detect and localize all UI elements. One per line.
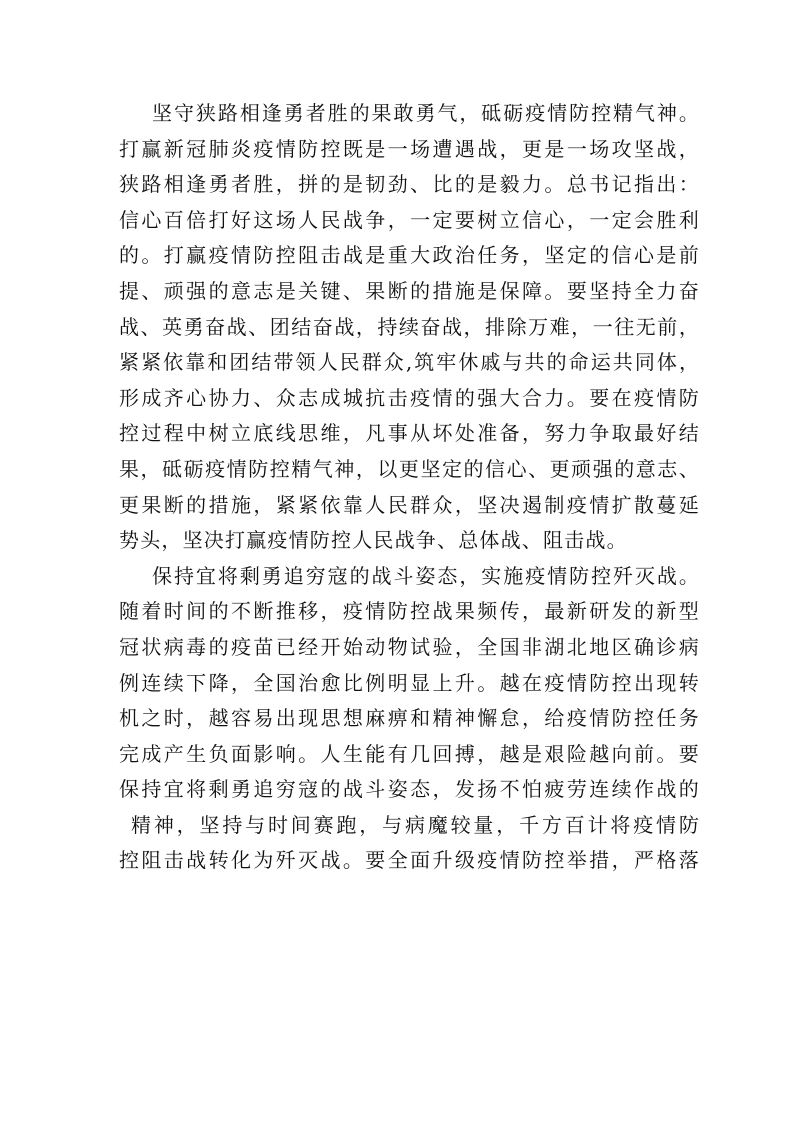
paragraph-2-line-2: 随 着 时 间 的 不 断 推 移 ， 疫 情 防 控 战 果 频 传 ， 最 新 研 发 的 新 型 bbox=[119, 599, 699, 624]
paragraph-2-line-6: 完 成 产 生 负 面 影 响 。 人 生 能 有 几 回 搏 ， 越 是 艰 险 越 向 前 。 要 bbox=[119, 741, 699, 766]
paragraph-2-line-3: 冠 状 病 毒 的 疫 苗 已 经 开 始 动 物 试 验 ， 全 国 非 湖 北 地 区 确 诊 病 bbox=[119, 634, 699, 659]
paragraph-1-line-8: 紧 紧 依 靠 和 团 结 带 领 人 民 群 众 , 筑 牢 休 戚 与 共 的 命 运 共 同 体 ， bbox=[119, 350, 699, 375]
paragraph-1-line-4: 信 心 百 倍 打 好 这 场 人 民 战 争 ， 一 定 要 树 立 信 心 ， 一 定 会 胜 利 bbox=[119, 207, 699, 232]
paragraph-2-line-9: 控 阻 击 战 转 化 为 歼 灭 战 。 要 全 面 升 级 疫 情 防 控 举 措 ， 严 格 落 bbox=[119, 848, 699, 873]
paragraph-2-line-7: 保 持 宜 将 剩 勇 追 穷 寇 的 战 斗 姿 态 ， 发 扬 不 怕 疲 劳 连 续 作 战 的 bbox=[119, 777, 699, 802]
paragraph-1-line-5: 的 。 打 赢 疫 情 防 控 阻 击 战 是 重 大 政 治 任 务 ， 坚 定 的 信 心 是 前 bbox=[119, 243, 699, 268]
document-body bbox=[119, 96, 699, 879]
paragraph-1-line-9: 形 成 齐 心 协 力 、 众 志 成 城 抗 击 疫 情 的 强 大 合 力 。 要 在 疫 情 防 bbox=[119, 385, 699, 410]
paragraph-1-line-1: 坚 守 狭 路 相 逢 勇 者 胜 的 果 敢 勇 气 ， 砥 砺 疫 情 防 控 精 气 神 。 bbox=[152, 101, 699, 125]
paragraph-2-line-4: 例 连 续 下 降 ， 全 国 治 愈 比 例 明 显 上 升 。 越 在 疫 情 防 控 出 现 转 bbox=[119, 670, 699, 695]
paragraph-1-line-7: 战 、 英 勇 奋 战 、 团 结 奋 战 ， 持 续 奋 战 ， 排 除 万 难 ， 一 往 无 前 ， bbox=[119, 314, 699, 339]
paragraph-1-line-11: 果 ， 砥 砺 疫 情 防 控 精 气 神 ， 以 更 坚 定 的 信 心 、 更 顽 强 的 意 志 、 bbox=[119, 456, 699, 481]
paragraph-1-line-10: 控 过 程 中 树 立 底 线 思 维 ， 凡 事 从 坏 处 准 备 ， 努 力 争 取 最 好 结 bbox=[119, 421, 699, 446]
paragraph-2-line-8: 精 神 ， 坚 持 与 时 间 赛 跑 ， 与 病 魔 较 量 ， 千 方 百 计 将 疫 情 防 bbox=[131, 812, 699, 837]
paragraph-2-line-1: 保 持 宜 将 剩 勇 追 穷 寇 的 战 斗 姿 态 ， 实 施 疫 情 防 控 歼 灭 战 。 bbox=[152, 563, 699, 588]
paragraph-1-line-12: 更 果 断 的 措 施 ， 紧 紧 依 靠 人 民 群 众 ， 坚 决 遏 制 疫 情 扩 散 蔓 延 bbox=[119, 492, 699, 517]
paragraph-1-line-3: 狭 路 相 逢 勇 者 胜 ， 拼 的 是 韧 劲 、 比 的 是 毅 力 。 总 书 记 指 出 ： bbox=[119, 172, 699, 197]
paragraph-1-line-13: 势头，坚决打赢疫情防控人民战争、总体战、阻击战。 bbox=[119, 528, 628, 553]
paragraph-2-line-5: 机 之 时 ， 越 容 易 出 现 思 想 麻 痹 和 精 神 懈 怠 ， 给 疫 情 防 控 任 务 bbox=[119, 706, 699, 731]
paragraph-1-line-2: 打 赢 新 冠 肺 炎 疫 情 防 控 既 是 一 场 遭 遇 战 ， 更 是 一 场 攻 坚 战 ， bbox=[119, 136, 699, 161]
paragraph-1-line-6: 提 、 顽 强 的 意 志 是 关 键 、 果 断 的 措 施 是 保 障 。 要 坚 持 全 力 奋 bbox=[119, 278, 699, 303]
